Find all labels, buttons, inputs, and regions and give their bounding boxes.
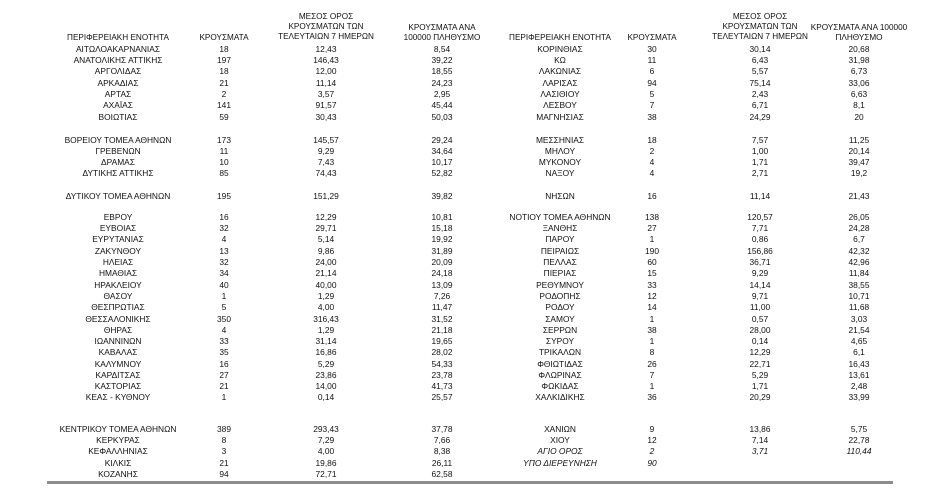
right-row-cases: 36 [647, 392, 657, 402]
right-row-avg: 12,29 [749, 347, 771, 357]
left-row-name: ΔΡΑΜΑΣ [101, 157, 135, 167]
left-row-per: 26,11 [431, 458, 453, 468]
left-row-per: 19,65 [431, 336, 453, 346]
right-row-name: ΜΗΛΟΥ [544, 146, 576, 156]
right-row-avg: 7,57 [751, 135, 769, 145]
right-row-per: 31,98 [848, 55, 870, 65]
right-row-avg: 6,43 [751, 55, 769, 65]
right-row-name: ΚΩ [554, 55, 566, 65]
right-row-avg: 120,57 [747, 212, 773, 222]
left-row-cases: 18 [219, 44, 229, 54]
left-row-avg: 14,00 [315, 381, 337, 391]
left-row-avg: 151,29 [313, 191, 339, 201]
left-row-avg: 3,57 [317, 89, 335, 99]
right-row-name: ΡΕΘΥΜΝΟΥ [536, 280, 584, 290]
left-row-cases: 4 [221, 234, 227, 244]
right-row-per: 110,44 [846, 446, 872, 456]
right-row-per: 6,7 [853, 234, 865, 244]
right-row-name: ΧΙΟΥ [550, 435, 570, 445]
left-row-avg: 16,86 [315, 347, 337, 357]
right-row-cases: 1 [649, 381, 655, 391]
right-row-cases: 33 [647, 280, 657, 290]
right-row-cases: 60 [647, 257, 657, 267]
left-row-name: ΚΕΑΣ - ΚΥΘΝΟΥ [85, 392, 151, 402]
right-row-per: 42,32 [848, 246, 870, 256]
right-row-name: ΠΑΡΟΥ [545, 234, 575, 244]
left-row-cases: 141 [217, 100, 231, 110]
right-row-name: ΧΑΛΚΙΔΙΚΗΣ [535, 392, 585, 402]
left-row-per: 11,47 [431, 302, 453, 312]
left-row-cases: 85 [219, 168, 229, 178]
left-row-per: 39,22 [431, 55, 453, 65]
left-row-avg: 146,43 [313, 55, 339, 65]
right-row-per: 26,05 [848, 212, 870, 222]
right-row-avg: 7,71 [751, 223, 769, 233]
header-cases-right: ΚΡΟΥΣΜΑΤΑ [627, 33, 677, 42]
right-row-name: ΝΑΞΟΥ [545, 168, 575, 178]
right-row-avg: 11,14 [749, 191, 771, 201]
left-row-cases: 21 [219, 78, 229, 88]
right-row-avg: 9,71 [751, 291, 769, 301]
left-row-cases: 10 [219, 157, 229, 167]
left-row-per: 29,24 [431, 135, 453, 145]
left-row-per: 52,82 [431, 168, 453, 178]
right-row-name: ΣΑΜΟΥ [545, 314, 575, 324]
left-row-name: ΙΩΑΝΝΙΝΩΝ [94, 336, 142, 346]
left-row-per: 45,44 [431, 100, 453, 110]
right-row-per: 16,43 [848, 359, 870, 369]
right-row-cases: 7 [649, 370, 655, 380]
left-row-cases: 195 [217, 191, 231, 201]
right-row-name: ΧΑΝΙΩΝ [544, 424, 576, 434]
bottom-rule [47, 481, 893, 484]
right-row-cases: 1 [649, 234, 655, 244]
right-row-avg: 5,29 [751, 370, 769, 380]
right-row-cases: 14 [647, 302, 657, 312]
right-row-name: ΜΥΚΟΝΟΥ [538, 157, 582, 167]
right-row-per: 8,1 [853, 100, 865, 110]
right-row-per: 2,48 [850, 381, 868, 391]
right-row-name: ΠΕΙΡΑΙΩΣ [540, 246, 580, 256]
left-row-per: 31,52 [431, 314, 453, 324]
right-row-avg: 28,00 [749, 325, 771, 335]
left-row-per: 13,09 [431, 280, 453, 290]
left-row-name: ΚΕΡΚΥΡΑΣ [96, 435, 140, 445]
right-row-avg: 1,71 [751, 157, 769, 167]
left-row-per: 18,55 [431, 66, 453, 76]
right-row-per: 33,99 [848, 392, 870, 402]
right-row-name: ΜΕΣΣΗΝΙΑΣ [535, 135, 585, 145]
right-row-cases: 2 [649, 446, 655, 456]
left-row-avg: 9,86 [317, 246, 335, 256]
left-row-avg: 145,57 [313, 135, 339, 145]
left-row-avg: 293,43 [313, 424, 339, 434]
left-row-avg: 29,71 [315, 223, 337, 233]
right-row-name: ΦΘΙΩΤΙΔΑΣ [537, 359, 583, 369]
right-row-per: 13,61 [848, 370, 870, 380]
left-row-avg: 12,43 [315, 44, 337, 54]
right-row-avg: 36,71 [749, 257, 771, 267]
left-row-cases: 389 [217, 424, 231, 434]
header-per100k-right: ΚΡΟΥΣΜΑΤΑ ΑΝΑ 100000 ΠΛΗΘΥΣΜΟ [810, 23, 908, 42]
right-row-per: 42,96 [848, 257, 870, 267]
left-row-name: ΑΡΤΑΣ [104, 89, 132, 99]
left-row-name: ΘΗΡΑΣ [103, 325, 133, 335]
left-row-name: ΗΛΕΙΑΣ [102, 257, 134, 267]
right-row-per: 21,54 [848, 325, 870, 335]
right-row-cases: 1 [649, 314, 655, 324]
left-row-avg: 40,00 [315, 280, 337, 290]
right-row-name: ΚΟΡΙΝΘΙΑΣ [537, 44, 583, 54]
right-row-cases: 12 [647, 291, 657, 301]
left-row-cases: 1 [221, 392, 227, 402]
left-row-cases: 35 [219, 347, 229, 357]
left-row-avg: 4,00 [317, 302, 335, 312]
left-row-name: ΔΥΤΙΚΗΣ ΑΤΤΙΚΗΣ [82, 168, 154, 178]
right-row-name: ΑΓΙΟ ΟΡΟΣ [537, 446, 583, 456]
right-row-name: ΠΕΛΛΑΣ [543, 257, 577, 267]
right-row-avg: 2,43 [751, 89, 769, 99]
right-row-cases: 30 [647, 44, 657, 54]
right-row-per: 22,78 [848, 435, 870, 445]
right-row-cases: 26 [647, 359, 657, 369]
right-row-per: 11,84 [848, 268, 870, 278]
left-row-name: ΚΑΛΥΜΝΟΥ [94, 359, 142, 369]
right-row-cases: 94 [647, 78, 657, 88]
left-row-avg: 5,14 [317, 234, 335, 244]
right-row-name: ΜΑΓΝΗΣΙΑΣ [536, 112, 584, 122]
left-row-per: 21,18 [431, 325, 453, 335]
right-row-name: ΛΕΣΒΟΥ [543, 100, 577, 110]
left-row-per: 24,23 [431, 78, 453, 88]
left-row-per: 24,18 [431, 268, 453, 278]
right-row-cases: 7 [649, 100, 655, 110]
right-row-avg: 0,86 [751, 234, 769, 244]
left-row-cases: 4 [221, 325, 227, 335]
left-row-name: ΚΑΣΤΟΡΙΑΣ [94, 381, 142, 391]
left-row-cases: 21 [219, 381, 229, 391]
left-row-name: ΓΡΕΒΕΝΩΝ [95, 146, 141, 156]
left-row-per: 25,57 [431, 392, 453, 402]
right-row-name: ΡΟΔΟΥ [545, 302, 575, 312]
right-row-name: ΦΛΩΡΙΝΑΣ [538, 370, 582, 380]
left-row-name: ΘΕΣΠΡΩΤΙΑΣ [91, 302, 145, 312]
right-row-per: 5,75 [850, 424, 868, 434]
right-row-per: 6,63 [850, 89, 868, 99]
right-row-per: 4,65 [850, 336, 868, 346]
left-row-avg: 7,29 [317, 435, 335, 445]
right-row-name: ΛΑΡΙΣΑΣ [542, 78, 578, 88]
left-row-avg: 72,71 [315, 469, 337, 479]
right-row-avg: 1,00 [751, 146, 769, 156]
left-row-per: 7,66 [433, 435, 451, 445]
left-row-cases: 8 [221, 435, 227, 445]
left-row-name: ΒΟΡΕΙΟΥ ΤΟΜΕΑ ΑΘΗΝΩΝ [64, 135, 172, 145]
right-row-per: 6,73 [850, 66, 868, 76]
left-row-cases: 21 [219, 458, 229, 468]
right-row-name: ΦΩΚΙΔΑΣ [541, 381, 579, 391]
right-row-avg: 7,14 [751, 435, 769, 445]
right-row-cases: 138 [645, 212, 659, 222]
left-row-avg: 12,00 [315, 66, 337, 76]
right-row-name: ΝΗΣΩΝ [545, 191, 575, 201]
left-row-cases: 27 [219, 370, 229, 380]
left-row-per: 8,54 [433, 44, 451, 54]
right-row-name: ΡΟΔΟΠΗΣ [539, 291, 581, 301]
left-row-cases: 32 [219, 257, 229, 267]
left-row-per: 28,02 [431, 347, 453, 357]
right-row-name: ΛΑΣΙΘΙΟΥ [540, 89, 580, 99]
left-row-avg: 31,14 [315, 336, 337, 346]
left-row-name: ΑΡΚΑΔΙΑΣ [97, 78, 139, 88]
left-row-per: 2,95 [433, 89, 451, 99]
right-row-avg: 14,14 [749, 280, 771, 290]
right-row-per: 11,25 [848, 135, 870, 145]
left-row-name: ΖΑΚΥΝΘΟΥ [94, 246, 142, 256]
left-row-per: 10,81 [431, 212, 453, 222]
header-avg7-left: ΜΕΣΟΣ ΟΡΟΣ ΚΡΟΥΣΜΑΤΩΝ ΤΩΝ ΤΕΛΕΥΤΑΙΩΝ 7 ΗΜΕΡΩΝ [278, 12, 374, 41]
right-row-avg: 20,29 [749, 392, 771, 402]
left-row-cases: 33 [219, 336, 229, 346]
left-row-avg: 74,43 [315, 168, 337, 178]
right-row-cases: 4 [649, 168, 655, 178]
right-row-name: ΣΕΡΡΩΝ [542, 325, 578, 335]
right-row-cases: 8 [649, 347, 655, 357]
left-row-per: 8,38 [433, 446, 451, 456]
left-row-name: ΗΜΑΘΙΑΣ [98, 268, 138, 278]
left-row-cases: 5 [221, 302, 227, 312]
left-row-name: ΘΕΣΣΑΛΟΝΙΚΗΣ [85, 314, 151, 324]
left-row-name: ΔΥΤΙΚΟΥ ΤΟΜΕΑ ΑΘΗΝΩΝ [65, 191, 171, 201]
right-row-cases: 38 [647, 325, 657, 335]
left-row-name: ΚΑΡΔΙΤΣΑΣ [95, 370, 141, 380]
header-cases-left: ΚΡΟΥΣΜΑΤΑ [199, 33, 249, 42]
right-row-name: ΤΡΙΚΑΛΩΝ [538, 347, 582, 357]
right-row-per: 11,68 [848, 302, 870, 312]
left-row-per: 23,78 [431, 370, 453, 380]
left-row-cases: 59 [219, 112, 229, 122]
right-row-name: ΛΑΚΩΝΙΑΣ [538, 66, 582, 76]
left-row-avg: 7,43 [317, 157, 335, 167]
right-row-cases: 9 [649, 424, 655, 434]
left-row-cases: 18 [219, 66, 229, 76]
right-row-name: ΥΠΟ ΔΙΕΡΕΥΝΗΣΗ [523, 458, 597, 468]
left-row-cases: 1 [221, 291, 227, 301]
right-row-cases: 18 [647, 135, 657, 145]
left-row-per: 39,82 [431, 191, 453, 201]
left-row-avg: 19,86 [315, 458, 337, 468]
left-row-avg: 1,29 [317, 291, 335, 301]
left-row-cases: 2 [221, 89, 227, 99]
right-row-cases: 4 [649, 157, 655, 167]
right-row-per: 19,2 [850, 168, 868, 178]
left-row-cases: 173 [217, 135, 231, 145]
right-row-per: 3,03 [850, 314, 868, 324]
left-row-name: ΑΧΑΪΑΣ [103, 100, 133, 110]
right-row-cases: 38 [647, 112, 657, 122]
left-row-name: ΕΒΡΟΥ [103, 212, 133, 222]
right-row-cases: 1 [649, 336, 655, 346]
left-row-cases: 13 [219, 246, 229, 256]
right-row-avg: 0,57 [751, 314, 769, 324]
right-row-avg: 30,14 [749, 44, 771, 54]
left-row-per: 31,89 [431, 246, 453, 256]
right-row-per: 6,1 [853, 347, 865, 357]
right-row-cases: 5 [649, 89, 655, 99]
left-row-name: ΑΙΤΩΛΟΑΚΑΡΝΑΝΙΑΣ [75, 44, 161, 54]
right-row-name: ΣΥΡΟΥ [545, 336, 575, 346]
left-row-cases: 350 [217, 314, 231, 324]
left-row-avg: 11,14 [315, 78, 337, 88]
right-row-per: 20 [854, 112, 864, 122]
left-row-name: ΑΝΑΤΟΛΙΚΗΣ ΑΤΤΙΚΗΣ [73, 55, 163, 65]
left-row-avg: 12,29 [315, 212, 337, 222]
left-row-cases: 16 [219, 212, 229, 222]
right-row-per: 39,47 [848, 157, 870, 167]
left-row-avg: 316,43 [313, 314, 339, 324]
right-row-per: 24,28 [848, 223, 870, 233]
right-row-avg: 13,86 [749, 424, 771, 434]
right-row-avg: 3,71 [751, 446, 769, 456]
left-row-per: 41,73 [431, 381, 453, 391]
right-row-cases: 6 [649, 66, 655, 76]
left-row-per: 7,26 [433, 291, 451, 301]
left-row-cases: 32 [219, 223, 229, 233]
header-region-left: ΠΕΡΙΦΕΡΕΙΑΚΗ ΕΝΟΤΗΤΑ [67, 33, 169, 42]
right-row-avg: 75,14 [749, 78, 771, 88]
left-row-avg: 21,14 [315, 268, 337, 278]
left-row-name: ΘΑΣΟΥ [103, 291, 133, 301]
left-row-per: 54,33 [431, 359, 453, 369]
right-row-per: 20,68 [848, 44, 870, 54]
left-row-avg: 30,43 [315, 112, 337, 122]
right-row-cases: 90 [647, 458, 657, 468]
left-row-avg: 0,14 [317, 392, 335, 402]
right-row-avg: 0,14 [751, 336, 769, 346]
right-row-avg: 1,71 [751, 381, 769, 391]
right-row-cases: 12 [647, 435, 657, 445]
header-per100k-left: ΚΡΟΥΣΜΑΤΑ ΑΝΑ 100000 ΠΛΗΘΥΣΜΟ [403, 23, 481, 42]
left-row-per: 19,92 [431, 234, 453, 244]
right-row-avg: 11,00 [749, 302, 771, 312]
right-row-per: 38,55 [848, 280, 870, 290]
left-row-avg: 9,29 [317, 146, 335, 156]
left-row-cases: 197 [217, 55, 231, 65]
right-row-per: 21,43 [848, 191, 870, 201]
left-row-cases: 94 [219, 469, 229, 479]
left-row-per: 50,03 [431, 112, 453, 122]
left-row-name: ΚΑΒΑΛΑΣ [98, 347, 138, 357]
right-row-avg: 156,86 [747, 246, 773, 256]
left-row-cases: 3 [221, 446, 227, 456]
right-row-cases: 16 [647, 191, 657, 201]
right-row-avg: 9,29 [751, 268, 769, 278]
right-row-avg: 5,57 [751, 66, 769, 76]
header-region-right: ΠΕΡΙΦΕΡΕΙΑΚΗ ΕΝΟΤΗΤΑ [509, 33, 611, 42]
left-row-avg: 24,00 [315, 257, 337, 267]
right-row-cases: 15 [647, 268, 657, 278]
left-row-avg: 91,57 [315, 100, 337, 110]
left-row-per: 10,17 [431, 157, 453, 167]
left-row-per: 62,58 [431, 469, 453, 479]
right-row-name: ΝΟΤΙΟΥ ΤΟΜΕΑ ΑΘΗΝΩΝ [509, 212, 611, 222]
header-avg7-right: ΜΕΣΟΣ ΟΡΟΣ ΚΡΟΥΣΜΑΤΩΝ ΤΩΝ ΤΕΛΕΥΤΑΙΩΝ 7 ΗΜΕΡΩΝ [712, 12, 808, 41]
right-row-avg: 22,71 [749, 359, 771, 369]
right-row-per: 10,71 [848, 291, 870, 301]
right-row-cases: 190 [645, 246, 659, 256]
left-row-per: 20,09 [431, 257, 453, 267]
left-row-name: ΚΟΖΑΝΗΣ [98, 469, 138, 479]
right-row-name: ΠΙΕΡΙΑΣ [543, 268, 577, 278]
right-row-name: ΞΑΝΘΗΣ [542, 223, 578, 233]
left-row-name: ΕΥΒΟΙΑΣ [99, 223, 137, 233]
left-row-name: ΑΡΓΟΛΙΔΑΣ [94, 66, 142, 76]
left-row-name: ΗΡΑΚΛΕΙΟΥ [94, 280, 142, 290]
left-row-name: ΕΥΡΥΤΑΝΙΑΣ [92, 234, 144, 244]
left-row-per: 37,78 [431, 424, 453, 434]
left-row-name: ΚΕΦΑΛΛΗΝΙΑΣ [88, 446, 148, 456]
left-row-name: ΒΟΙΩΤΙΑΣ [98, 112, 138, 122]
left-row-per: 15,18 [431, 223, 453, 233]
right-row-avg: 24,29 [749, 112, 771, 122]
left-row-cases: 34 [219, 268, 229, 278]
left-row-name: ΚΙΛΚΙΣ [104, 458, 132, 468]
right-row-cases: 27 [647, 223, 657, 233]
left-row-cases: 40 [219, 280, 229, 290]
right-row-cases: 11 [647, 55, 657, 65]
left-row-avg: 1,29 [317, 325, 335, 335]
right-row-avg: 6,71 [751, 100, 769, 110]
left-row-cases: 11 [219, 146, 229, 156]
right-row-cases: 2 [649, 146, 655, 156]
left-row-per: 34,64 [431, 146, 453, 156]
left-row-avg: 5,29 [317, 359, 335, 369]
right-row-per: 33,06 [848, 78, 870, 88]
right-row-avg: 2,71 [751, 168, 769, 178]
left-row-name: ΚΕΝΤΡΙΚΟΥ ΤΟΜΕΑ ΑΘΗΝΩΝ [59, 424, 177, 434]
left-row-avg: 23,86 [315, 370, 337, 380]
left-row-avg: 4,00 [317, 446, 335, 456]
right-row-per: 20,14 [848, 146, 870, 156]
left-row-cases: 16 [219, 359, 229, 369]
